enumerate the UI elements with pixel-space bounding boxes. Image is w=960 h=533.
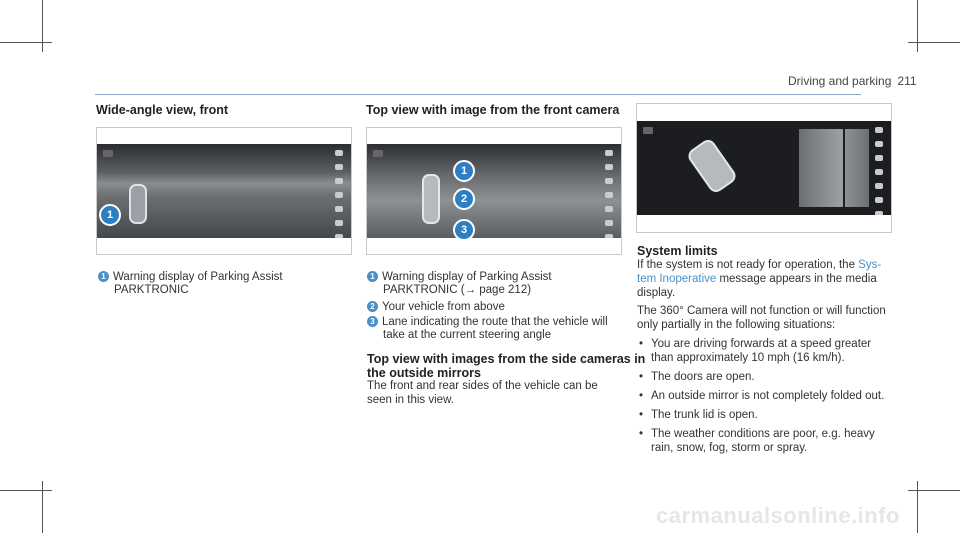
- camera-screen: [97, 144, 351, 238]
- crop-mark: [917, 0, 918, 52]
- figure-side-view: [636, 103, 892, 233]
- car-outline-icon: [129, 184, 147, 224]
- list-item: • An outside mirror is not completely folded out.: [637, 389, 907, 403]
- camera-screen: [637, 121, 891, 215]
- side-camera-view-right: [845, 129, 869, 207]
- list-item: • The weather conditions are poor, e.g. heavy rain, snow, fog, storm or spray.: [637, 427, 907, 455]
- list-item: • The doors are open.: [637, 370, 907, 384]
- header-rule: [95, 94, 861, 95]
- park-icon: [373, 150, 383, 157]
- message-link[interactable]: tem Inoperative: [637, 273, 717, 285]
- camera-menu: [601, 150, 617, 238]
- crop-mark: [42, 0, 43, 52]
- legend-number: 3: [367, 316, 378, 327]
- crop-mark: [0, 42, 52, 43]
- system-limits-para: The 360° Camera will not function or will function only partially in the following situations:: [637, 305, 886, 331]
- list-item: • The trunk lid is open.: [637, 408, 907, 422]
- legend-item: 3 Lane indicating the route that the vehicle will take at the current steering angle: [367, 316, 608, 342]
- legend-number: 1: [98, 271, 109, 282]
- legend-item: 2 Your vehicle from above: [367, 301, 505, 314]
- side-camera-view-left: [799, 129, 843, 207]
- camera-menu: [331, 150, 347, 238]
- figure-callout: 1: [453, 160, 475, 182]
- figure-callout: 3: [453, 219, 475, 241]
- park-icon: [103, 150, 113, 157]
- heading-side-cameras: Top view with images from the side cameras in the outside mirrors: [367, 352, 646, 380]
- legend-item: 1 Warning display of Parking Assist PARKTRONIC: [98, 271, 283, 297]
- car-top-view-icon: [685, 137, 738, 195]
- camera-screen: [367, 144, 621, 238]
- heading-wide-angle: Wide-angle view, front: [96, 103, 229, 117]
- legend-number: 1: [367, 271, 378, 282]
- crop-mark: [908, 42, 960, 43]
- crop-mark: [0, 490, 52, 491]
- park-icon: [643, 127, 653, 134]
- running-header: [788, 74, 917, 88]
- camera-menu: [871, 127, 887, 215]
- legend-item: 1 Warning display of Parking Assist PARKTRONIC (→ page 212): [367, 271, 552, 297]
- system-limits-intro: If the system is not ready for operation, the Sys- tem Inoperative message appears in the media display.: [637, 259, 882, 299]
- crop-mark: [908, 490, 960, 491]
- page-number: 211: [897, 74, 917, 88]
- figure-wide-angle: [96, 127, 352, 255]
- figure-callout: 2: [453, 188, 475, 210]
- legend-number: 2: [367, 301, 378, 312]
- figure-top-view: [366, 127, 622, 255]
- limits-list: [637, 337, 907, 460]
- watermark: carmanualsonline.info: [656, 503, 900, 528]
- list-item: • You are driving forwards at a speed greater than approximately 10 mph (16 km/h).: [637, 337, 907, 365]
- crop-mark: [917, 481, 918, 533]
- crop-mark: [42, 481, 43, 533]
- heading-system-limits: System limits: [637, 244, 718, 258]
- section-title: Driving and parking: [788, 74, 892, 88]
- figure-callout: 1: [99, 204, 121, 226]
- message-link[interactable]: Sys-: [858, 259, 882, 271]
- heading-top-view: Top view with image from the front camera: [366, 103, 620, 117]
- car-top-view-icon: [422, 174, 440, 224]
- side-cameras-text: The front and rear sides of the vehicle can be seen in this view.: [367, 380, 598, 406]
